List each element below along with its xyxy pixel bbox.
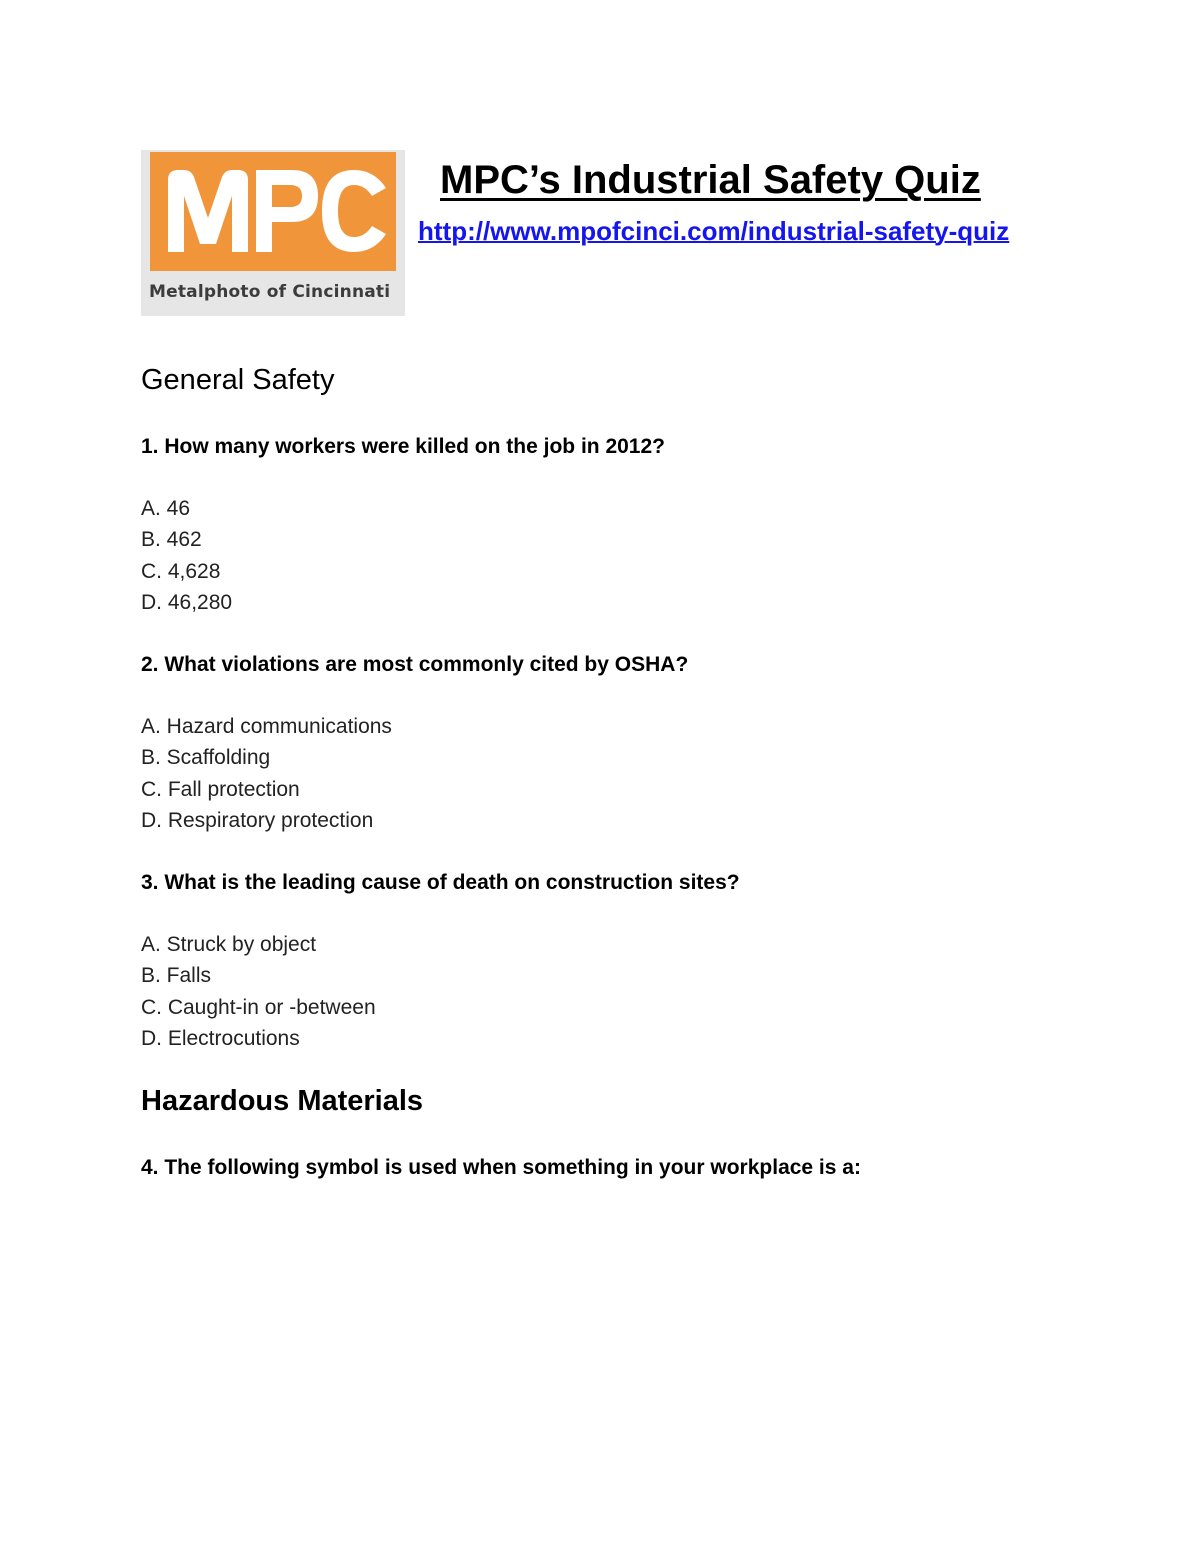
question-4: 4. The following symbol is used when something in your workplace is a: — [141, 1156, 861, 1179]
option-item: C. Caught-in or -between — [141, 995, 376, 1019]
mpc-logo-subtitle: Metalphoto of Cincinnati — [149, 282, 391, 302]
option-item: B. Scaffolding — [141, 746, 271, 770]
option-item: B. 462 — [141, 528, 202, 552]
option-item: D. 46,280 — [141, 590, 233, 614]
section-heading-general-safety: General Safety — [141, 364, 335, 396]
section-heading-hazardous-materials: Hazardous Materials — [141, 1085, 424, 1117]
option-item: A. Struck by object — [141, 933, 317, 956]
mpc-logo — [141, 150, 405, 316]
page-title: MPC’s Industrial Safety Quiz — [440, 158, 981, 202]
option-item: C. 4,628 — [141, 559, 221, 583]
option-item: B. Falls — [141, 964, 212, 988]
option-item: D. Electrocutions — [141, 1026, 300, 1050]
option-item: D. Respiratory protection — [141, 808, 374, 832]
mpc-logo-mark — [150, 152, 396, 271]
option-item: A. 46 — [141, 497, 191, 520]
question-2-options — [141, 711, 392, 836]
question-1: 1. How many workers were killed on the job in 2012? — [141, 435, 665, 458]
quiz-url-link[interactable]: http://www.mpofcinci.com/industrial-safety-quiz — [418, 216, 1010, 246]
question-3: 3. What is the leading cause of death on construction sites? — [141, 871, 740, 894]
question-2: 2. What violations are most commonly cited by OSHA? — [141, 653, 689, 676]
question-1-options — [141, 493, 232, 618]
option-item: C. Fall protection — [141, 777, 300, 801]
option-item: A. Hazard communications — [141, 715, 392, 738]
question-3-options — [141, 929, 376, 1054]
